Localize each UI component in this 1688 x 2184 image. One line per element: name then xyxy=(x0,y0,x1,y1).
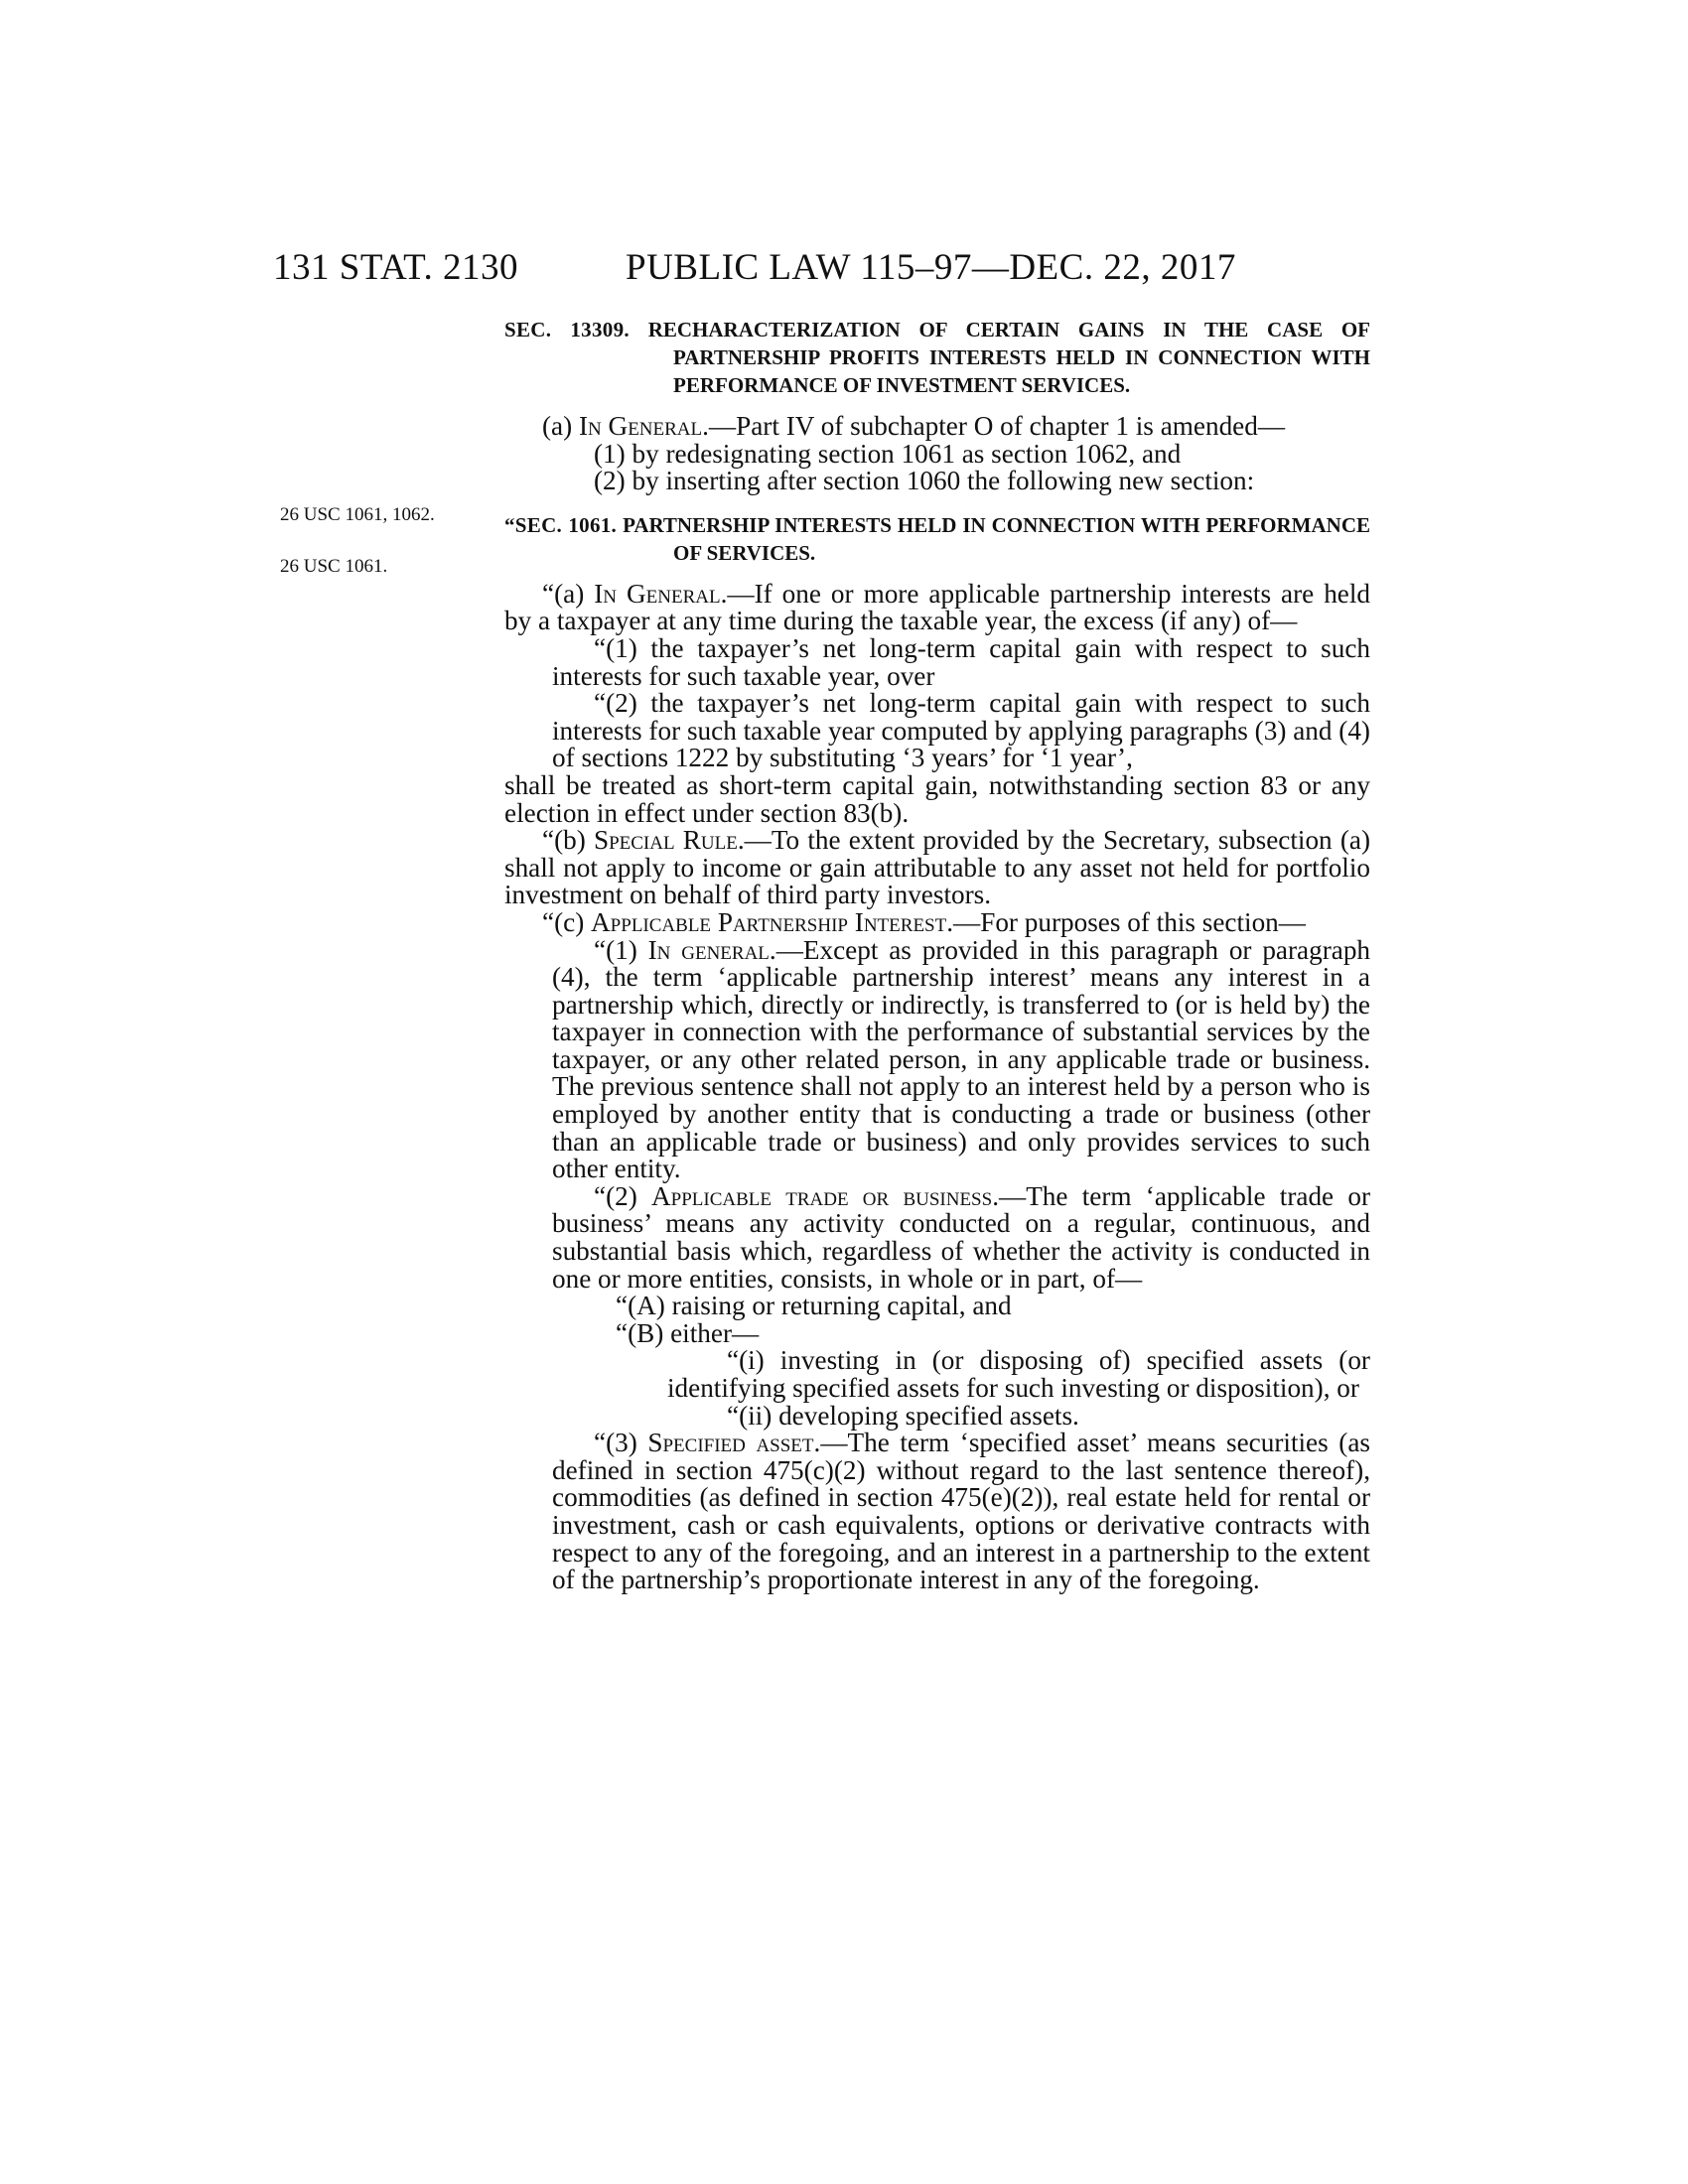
paragraph-c-1 xyxy=(504,934,1371,1184)
margin-note-usc-1061-1062: 26 USC 1061, 1062. xyxy=(280,504,435,525)
subsection-text: .—Part IV of subchapter O of chapter 1 is amended— xyxy=(702,411,1286,441)
section-13309-title: RECHARACTERIZATION OF CERTAIN GAINS IN THE CASE OF PARTNERSHIP PROFITS INTERESTS HELD IN CONNECTION WITH PERFORMANCE OF INVESTMENT SERVICES. xyxy=(647,318,1371,397)
section-1061-subsection-a xyxy=(504,578,1371,636)
paragraph-prefix: “(3) xyxy=(594,1428,648,1458)
paragraph-heading: Specified asset xyxy=(647,1428,814,1458)
subsection-prefix: “(b) xyxy=(542,825,594,856)
subsection-text: .—To the extent provided by the Secretary, subsection (a) shall not apply to income or gain attributable to any asset not held for portfolio investment on behalf of third party investors. xyxy=(504,825,1370,910)
subsection-text: .—For purposes of this section— xyxy=(946,906,1306,937)
section-1061-subsection-b xyxy=(504,827,1370,909)
subsection-text: .—If one or more applicable partnership interests are held by a taxpayer at any time during the taxable year, the excess (if any) of— xyxy=(504,578,1371,636)
subsection-prefix: “(a) xyxy=(542,578,595,609)
amendment-item-1: (1) by redesignating section 1061 as section 1062, and xyxy=(594,438,1182,469)
clause-c-2-b-ii: “(ii) developing specified assets. xyxy=(727,1400,1079,1431)
subsection-prefix: “(c) xyxy=(542,906,592,937)
subparagraph-c-2-b: “(B) either— xyxy=(616,1317,760,1348)
section-1061-heading xyxy=(504,511,1370,567)
margin-note-usc-1061: 26 USC 1061. xyxy=(280,556,388,577)
subsection-heading: In General xyxy=(594,578,721,609)
paragraph-a-1: “(1) the taxpayer’s net long-term capital gain with respect to such interests for such taxable year, over xyxy=(552,632,1370,691)
subsection-heading: Special Rule xyxy=(593,825,738,856)
statute-page-reference: 131 STAT. 2130 xyxy=(273,247,518,288)
paragraph-text: .—Except as provided in this paragraph or paragraph (4), the term ‘applicable partnership interest’ means any interest in a partnership which, directly or indirectly, is transferred to (or is held by) the taxpayer in connection with the performance of substantial services by the taxpayer, or any other related person, in any applicable trade or business. The previous sentence shall not apply to an interest held by a person who is employed by another entity that is conducting a trade or business (other than an applicable trade or business) and only provides services to such other entity. xyxy=(552,934,1371,1184)
paragraph-prefix: “(2) xyxy=(594,1180,652,1211)
paragraph-prefix: “(1) xyxy=(594,934,648,965)
paragraph-a-2: “(2) the taxpayer’s net long-term capital gain with respect to such interests for such taxable year computed by applying paragraphs (3) and (4) of sections 1222 by substituting ‘3 years’ for ‘1 year’, xyxy=(552,688,1370,773)
subsection-heading: In General xyxy=(578,411,703,441)
paragraph-c-3 xyxy=(504,1430,1370,1594)
paragraph-heading: Applicable trade or business xyxy=(651,1180,993,1211)
subsection-heading: Applicable Partnership Interest xyxy=(591,906,947,937)
section-13309-heading xyxy=(504,316,1370,399)
subsection-a-flush-text: shall be treated as short-term capital gain, notwithstanding section 83 or any election in effect under section 83(b). xyxy=(504,769,1370,828)
paragraph-text: .—The term ‘specified asset’ means securities (as defined in section 475(c)(2) without regard to the last sentence thereof), commodities (as defined in section 475(e)(2)), real estate held for rental or investment, cash or cash equivalents, options or derivative contracts with respect to any of the foregoing, and an interest in a partnership to the extent of the partnership’s proportionate interest in any of the foregoing. xyxy=(552,1428,1370,1595)
paragraph-c-2 xyxy=(504,1180,1370,1294)
paragraph-heading: In general xyxy=(647,934,770,965)
section-13309-number: SEC. 13309. xyxy=(504,318,630,341)
document-body xyxy=(504,316,1370,1594)
public-law-header: PUBLIC LAW 115–97—DEC. 22, 2017 xyxy=(626,247,1236,288)
amendment-item-2: (2) by inserting after section 1060 the following new section: xyxy=(594,466,1255,496)
subparagraph-c-2-a: “(A) raising or returning capital, and xyxy=(616,1291,1012,1321)
clause-c-2-b-i: “(i) investing in (or disposing of) specified assets (or identifying specified assets for such investing or disposition), or xyxy=(667,1345,1370,1403)
section-1061-title: PARTNERSHIP INTERESTS HELD IN CONNECTION WITH PERFORMANCE OF SERVICES. xyxy=(623,512,1371,565)
paragraph-text: .—The term ‘applicable trade or business’ means any activity conducted on a regular, continuous, and substantial basis which, regardless of whether the activity is conducted in one or more entities, consists, in whole or in part, of— xyxy=(552,1180,1370,1294)
subsection-a-amendment xyxy=(504,413,1370,441)
subsection-prefix: (a) xyxy=(542,411,579,441)
section-1061-subsection-c xyxy=(504,906,1370,937)
section-1061-number: “SEC. 1061. xyxy=(504,512,618,537)
